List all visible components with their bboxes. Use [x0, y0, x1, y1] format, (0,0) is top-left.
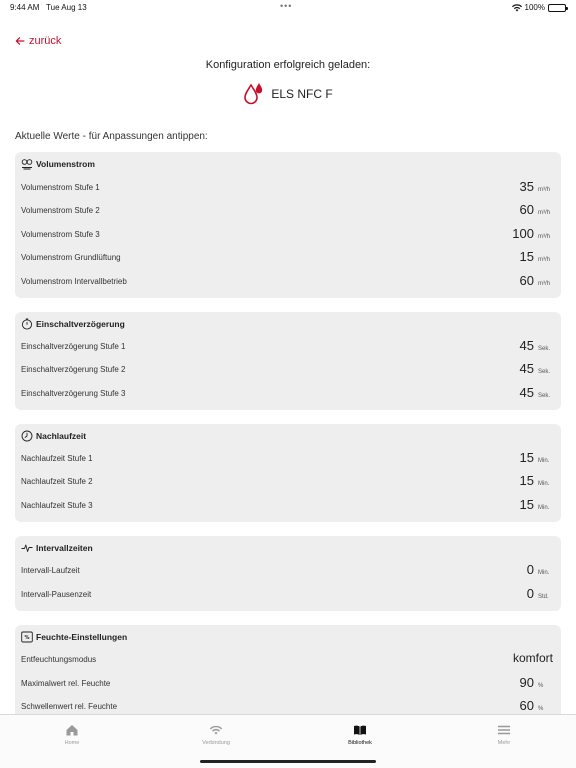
row-unit: Sek. — [538, 369, 551, 375]
row-unit: % — [538, 706, 544, 712]
book-icon — [353, 723, 367, 737]
row-volumenstrom-stufe-3[interactable] — [15, 223, 561, 246]
row-einschaltverzoegerung-stufe-2[interactable] — [15, 358, 561, 381]
section-header — [21, 158, 95, 170]
row-value: 35 — [519, 179, 534, 194]
section-header — [21, 542, 93, 554]
row-label: Nachlaufzeit Stufe 2 — [21, 477, 93, 486]
row-unit: m³/h — [538, 210, 550, 216]
row-einschaltverzoegerung-stufe-3[interactable] — [15, 382, 561, 405]
row-label: Nachlaufzeit Stufe 1 — [21, 454, 93, 463]
arrow-left-icon — [15, 36, 25, 46]
row-label: Volumenstrom Stufe 1 — [21, 183, 100, 192]
status-time: 9:44 AM Tue Aug 13 — [10, 3, 87, 12]
back-button[interactable] — [15, 35, 61, 47]
row-unit: Sek. — [538, 346, 551, 352]
section-feuchte-einstellungen — [15, 625, 561, 725]
tab-label: Bibliothek — [348, 740, 372, 746]
row-intervall-laufzeit[interactable] — [15, 559, 561, 582]
row-label: Volumenstrom Stufe 3 — [21, 230, 100, 239]
row-value: 60 — [519, 698, 534, 713]
tab-label: Verbindung — [202, 740, 230, 746]
home-indicator[interactable] — [200, 760, 376, 763]
row-value: 90 — [519, 675, 534, 690]
row-value: 0 — [526, 586, 534, 601]
row-nachlaufzeit-stufe-1[interactable] — [15, 447, 561, 470]
section-header — [21, 318, 125, 330]
row-value: 60 — [519, 202, 534, 217]
row-label: Entfeuchtungsmodus — [21, 655, 97, 664]
tab-verbindung[interactable] — [176, 723, 256, 746]
tab-mehr[interactable] — [464, 723, 544, 746]
humidity-icon — [21, 631, 33, 643]
drops-logo-icon — [243, 82, 265, 106]
row-volumenstrom-stufe-1[interactable] — [15, 176, 561, 199]
row-volumenstrom-stufe-2[interactable] — [15, 199, 561, 222]
row-unit: m³/h — [538, 281, 550, 287]
row-value: 0 — [526, 562, 534, 577]
battery-icon — [548, 4, 566, 12]
row-nachlaufzeit-stufe-2[interactable] — [15, 470, 561, 493]
tab-label: Mehr — [497, 740, 511, 746]
pulse-icon — [21, 542, 33, 554]
row-value: komfort — [512, 651, 553, 665]
row-label: Intervall-Laufzeit — [21, 566, 80, 575]
row-unit: Min. — [538, 505, 550, 511]
section-einschaltverzoegerung — [15, 312, 561, 410]
row-maximalwert-feuchte[interactable] — [15, 672, 561, 695]
row-einschaltverzoegerung-stufe-1[interactable] — [15, 335, 561, 358]
back-label: zurück — [29, 35, 62, 47]
row-unit: Sek. — [538, 393, 551, 399]
row-label: Nachlaufzeit Stufe 3 — [21, 501, 93, 510]
timer-icon — [21, 318, 33, 330]
fan-icon — [21, 158, 33, 170]
tab-label: Home — [64, 740, 80, 746]
tab-home[interactable] — [32, 723, 112, 746]
row-label: Volumenstrom Stufe 2 — [21, 206, 100, 215]
row-unit: Min. — [538, 570, 550, 576]
row-label: Volumenstrom Grundlüftung — [21, 253, 121, 262]
row-volumenstrom-intervallbetrieb[interactable] — [15, 270, 561, 293]
row-unit: Min. — [538, 481, 550, 487]
section-title: Volumenstrom — [36, 159, 95, 169]
home-icon — [65, 723, 79, 737]
row-value: 45 — [519, 385, 534, 400]
row-label: Volumenstrom Intervallbetrieb — [21, 277, 127, 286]
section-title: Feuchte-Einstellungen — [36, 632, 128, 642]
multitasking-dots-icon[interactable]: ••• — [280, 1, 293, 11]
section-nachlaufzeit — [15, 424, 561, 522]
section-volumenstrom — [15, 152, 561, 298]
row-unit: Min. — [538, 458, 550, 464]
section-title: Nachlaufzeit — [36, 431, 87, 441]
status-bar — [0, 0, 576, 16]
row-value: 15 — [519, 497, 534, 512]
section-header — [21, 631, 127, 643]
row-nachlaufzeit-stufe-3[interactable] — [15, 494, 561, 517]
section-title: Intervallzeiten — [36, 543, 93, 553]
battery-percent: 100% — [524, 3, 545, 12]
row-volumenstrom-grundlueftung[interactable] — [15, 246, 561, 269]
section-intervallzeiten — [15, 536, 561, 611]
tab-bibliothek[interactable] — [320, 723, 400, 746]
row-unit: Std. — [538, 594, 549, 600]
row-label: Intervall-Pausenzeit — [21, 590, 92, 599]
row-unit: % — [538, 683, 544, 689]
row-unit: m³/h — [538, 257, 550, 263]
row-label: Maximalwert rel. Feuchte — [21, 679, 111, 688]
row-value: 100 — [512, 226, 534, 241]
device-header — [0, 82, 576, 106]
row-value: 15 — [519, 249, 534, 264]
row-value: 15 — [519, 473, 534, 488]
row-intervall-pausenzeit[interactable] — [15, 583, 561, 606]
wifi-icon — [209, 723, 223, 737]
row-value: 60 — [519, 273, 534, 288]
row-unit: m³/h — [538, 187, 550, 193]
loaded-message: Konfiguration erfolgreich geladen: — [205, 59, 371, 71]
device-name: ELS NFC F — [271, 87, 333, 101]
row-entfeuchtungsmodus[interactable] — [15, 648, 561, 671]
wifi-status-icon — [512, 4, 522, 12]
row-label: Einschaltverzögerung Stufe 3 — [21, 389, 126, 398]
row-label: Einschaltverzögerung Stufe 2 — [21, 365, 126, 374]
row-unit: m³/h — [538, 234, 550, 240]
row-value: 45 — [519, 338, 534, 353]
row-label: Schwellenwert rel. Feuchte — [21, 702, 118, 711]
row-value: 15 — [519, 450, 534, 465]
row-label: Einschaltverzögerung Stufe 1 — [21, 342, 126, 351]
svg-text:%: % — [24, 634, 30, 641]
intro-text: Aktuelle Werte - für Anpassungen antippen: — [15, 131, 208, 142]
status-right — [512, 3, 566, 12]
section-header — [21, 430, 86, 442]
clock-icon — [21, 430, 33, 442]
menu-icon — [497, 723, 511, 737]
row-value: 45 — [519, 361, 534, 376]
section-title: Einschaltverzögerung — [36, 319, 125, 329]
